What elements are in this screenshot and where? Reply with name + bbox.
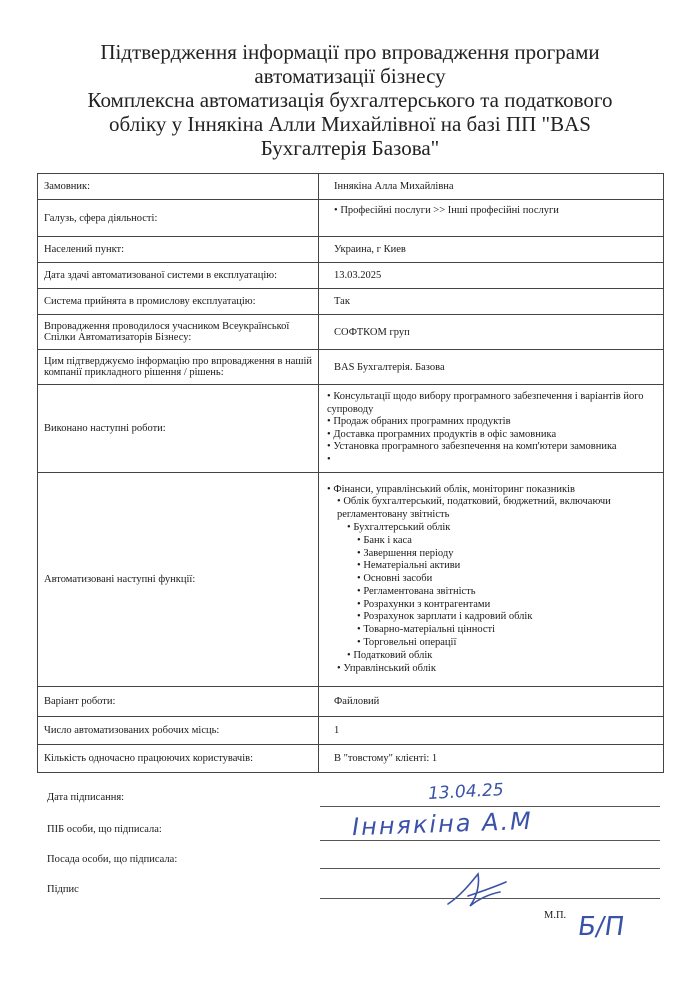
row-users xyxy=(38,745,664,773)
function-item: • Бухгалтерський облік xyxy=(327,522,657,535)
works-label: Виконано наступні роботи: xyxy=(38,385,319,473)
function-item: • Торговельні операції xyxy=(327,637,657,650)
works-item: • Доставка програмних продуктів в офіс замовника xyxy=(327,429,657,442)
works-item xyxy=(327,454,657,467)
works-item: • Установка програмного забезпечення на комп'ютери замовника xyxy=(327,441,657,454)
solution-label: Цим підтверджуємо інформацію про впровадження в нашій компанії прикладного рішення / рішень: xyxy=(38,350,319,385)
function-item: • Розрахунки з контрагентами xyxy=(327,599,657,612)
works-item: • Продаж обраних програмних продуктів xyxy=(327,416,657,429)
date-signed-line xyxy=(320,806,660,807)
implementer-label: Впровадження проводилося учасником Всеукраїнської Спілки Автоматизаторів Бізнесу: xyxy=(38,315,319,350)
function-item: • Основні засоби xyxy=(327,573,657,586)
works-list xyxy=(327,391,657,466)
functions-list xyxy=(327,484,657,676)
functions-value xyxy=(319,473,664,687)
function-item: • Розрахунок зарплати і кадровий облік xyxy=(327,611,657,624)
signer-name-handwritten: Іннякіна А.М xyxy=(351,806,534,842)
function-item: • Завершення періоду xyxy=(327,548,657,561)
works-item: • Консультації щодо вибору програмного забезпечення і варіантів його супроводу xyxy=(327,391,657,416)
title-line-5: Бухгалтерія Базова" xyxy=(260,136,440,160)
industry-label: Галузь, сфера діяльності: xyxy=(38,200,319,237)
row-city xyxy=(38,237,664,263)
row-customer xyxy=(38,174,664,200)
row-mode xyxy=(38,687,664,717)
function-item: • Нематеріальні активи xyxy=(327,560,657,573)
function-item: • Фінанси, управлінський облік, моніторинг показників xyxy=(327,484,657,497)
solution-value: BAS Бухгалтерія. Базова xyxy=(319,350,664,385)
signer-name-label: ПІБ особи, що підписала: xyxy=(47,824,162,835)
users-value: В "товстому" клієнті: 1 xyxy=(319,745,664,773)
date-value: 13.03.2025 xyxy=(319,263,664,289)
date-signed-label: Дата підписання: xyxy=(47,792,125,803)
row-workplaces xyxy=(38,717,664,745)
title-line-2: автоматизації бізнесу xyxy=(254,64,446,88)
row-solution xyxy=(38,350,664,385)
customer-label: Замовник: xyxy=(38,174,319,200)
signature-label: Підпис xyxy=(47,884,79,895)
row-industry xyxy=(38,200,664,237)
signer-position-label: Посада особи, що підписала: xyxy=(47,854,178,865)
row-date xyxy=(38,263,664,289)
functions-label: Автоматизовані наступні функції: xyxy=(38,473,319,687)
stamp-absent-handwritten: Б/П xyxy=(575,912,627,942)
customer-value: Іннякіна Алла Михайлівна xyxy=(319,174,664,200)
info-table xyxy=(37,173,664,773)
signature-scribble xyxy=(440,866,520,914)
city-label: Населений пункт: xyxy=(38,237,319,263)
function-item: • Податковий облік xyxy=(327,650,657,663)
industry-value: • Професійні послуги >> Інші професійні послуги xyxy=(319,200,664,237)
mode-value: Файловий xyxy=(319,687,664,717)
implementer-value: СОФТКОМ груп xyxy=(319,315,664,350)
city-value: Украина, г Киев xyxy=(319,237,664,263)
function-item: • Банк і каса xyxy=(327,535,657,548)
works-value xyxy=(319,385,664,473)
date-signed-handwritten: 13.04.25 xyxy=(427,780,505,804)
mode-label: Варіант роботи: xyxy=(38,687,319,717)
function-item: • Управлінський облік xyxy=(327,663,657,676)
title-line-3: Комплексна автоматизація бухгалтерського та податкового xyxy=(87,88,613,112)
stamp-place-label: М.П. xyxy=(544,910,567,921)
title-line-1: Підтвердження інформації про впровадження програми xyxy=(100,40,600,64)
title-line-4: обліку у Іннякіна Алли Михайлівної на базі ПП "BAS xyxy=(109,112,591,136)
accepted-label: Система прийнята в промислову експлуатацію: xyxy=(38,289,319,315)
date-label: Дата здачі автоматизованої системи в експлуатацію: xyxy=(38,263,319,289)
function-item: • Товарно-матеріальні цінності xyxy=(327,624,657,637)
function-item: • Облік бухгалтерський, податковий, бюджетний, включаючи регламентовану звітність xyxy=(327,496,657,522)
document-title xyxy=(20,40,680,160)
row-functions xyxy=(38,473,664,687)
workplaces-label: Число автоматизованих робочих місць: xyxy=(38,717,319,745)
function-item: • Регламентована звітність xyxy=(327,586,657,599)
row-implementer xyxy=(38,315,664,350)
workplaces-value: 1 xyxy=(319,717,664,745)
users-label: Кількість одночасно працюючих користувачів: xyxy=(38,745,319,773)
accepted-value: Так xyxy=(319,289,664,315)
industry-text: Професійні послуги >> Інші професійні послуги xyxy=(340,205,559,216)
row-accepted xyxy=(38,289,664,315)
row-works xyxy=(38,385,664,473)
